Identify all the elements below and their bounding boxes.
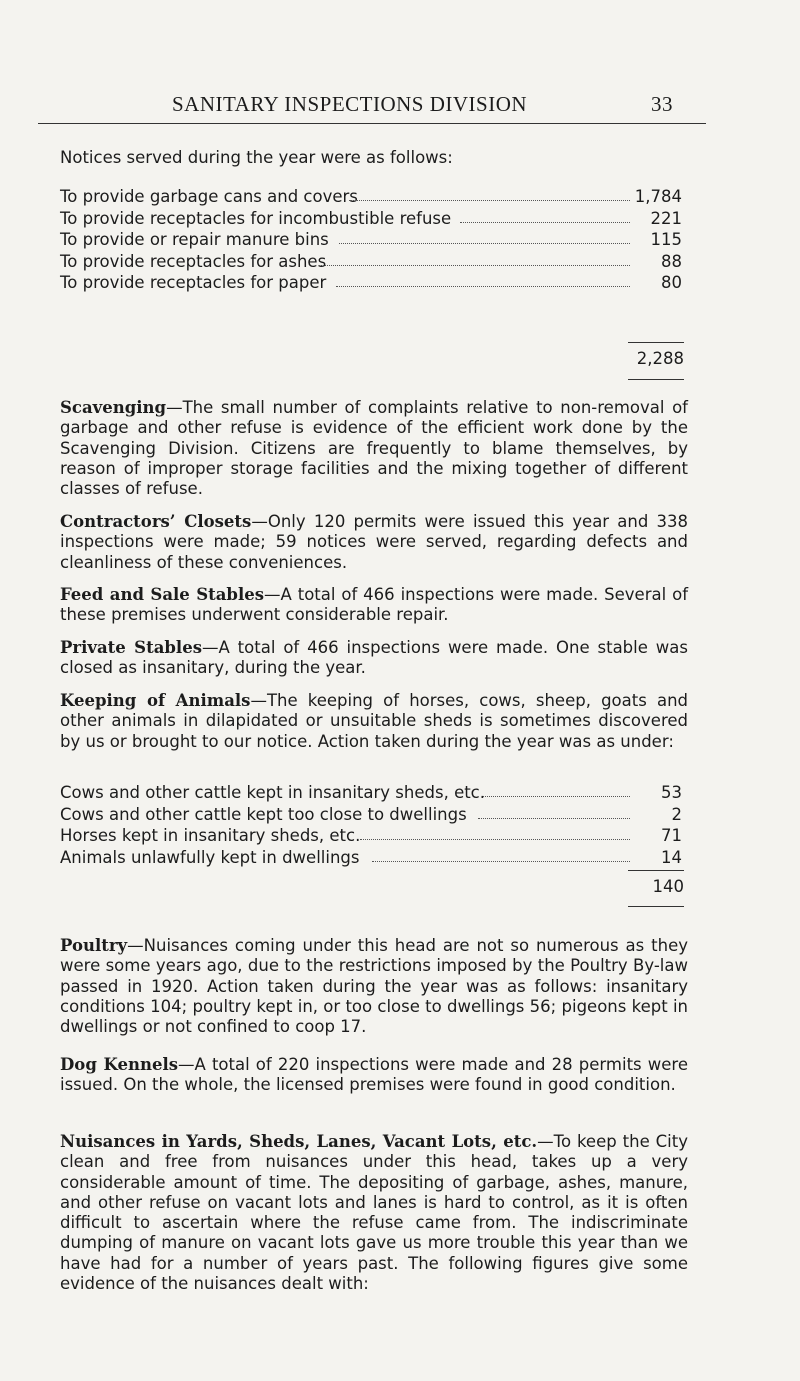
notices-intro: Notices served during the year were as follows: [60, 148, 453, 167]
row-value: 14 [661, 847, 682, 867]
leader-dots [360, 839, 630, 840]
page-title: SANITARY INSPECTIONS DIVISION [172, 92, 528, 116]
row-value: 53 [661, 783, 682, 802]
running-header [0, 92, 800, 122]
row-label: Cows and other cattle kept in insanitary sheds, etc. [60, 783, 486, 802]
leader-dots [460, 222, 630, 223]
leader-dots [321, 265, 630, 266]
paragraph-text: —Nuisances coming under this head are not so numerous as they were some years ago, due to the restrictions imposed by the Poultry By-law passed in 1920. Action taken during the year was as follows: insanitary conditions 104; poultry kept in, or too close to dwellings 56; pigeons kept in dwellings or not confined to coop 17. [60, 936, 688, 1037]
paragraph-nuisances [60, 1132, 688, 1294]
row-label: Cows and other cattle kept too close to dwellings [60, 804, 467, 824]
table-row [60, 230, 688, 252]
leader-dots [336, 286, 630, 287]
paragraph-contractors-closets [60, 512, 688, 573]
paragraph-private-stables [60, 638, 688, 679]
row-value: 2 [671, 804, 682, 824]
total-rule [628, 379, 684, 380]
table-row [60, 209, 688, 231]
paragraph-heading: Contractors’ Closets [60, 512, 252, 531]
paragraph-keeping-animals [60, 691, 688, 752]
table-row [60, 826, 688, 848]
paragraph-text: —The small number of complaints relative to non-removal of garbage and other refuse is evidence of the efficient work done by the Scavenging Division. Citizens are frequently to blame themselves, by reason of improper storage facilities and the mixing together of different classes of refuse. [60, 398, 688, 499]
row-label: Horses kept in insanitary sheds, etc. [60, 826, 361, 845]
row-value: 71 [661, 826, 682, 845]
table-row [60, 848, 688, 870]
paragraph-heading: Keeping of Animals [60, 691, 251, 710]
animals-table [60, 783, 688, 869]
paragraph-text: —To keep the City clean and free from nuisances under this head, takes up a very considerable amount of time. The depositing of garbage, ashes, manure, and other refuse on vacant lots and lanes is hard to control, as it is often difficult to ascertain where the refuse came from. The indiscriminate dumping of manure on vacant lots gave us more trouble this year than we have had for a number of years past. The following figures give some evidence of the nuisances dealt with: [60, 1132, 688, 1294]
row-label: To provide receptacles for incombustible refuse [60, 208, 452, 228]
paragraph-heading: Poultry [60, 936, 128, 955]
paragraph-text: —The keeping of horses, cows, sheep, goats and other animals in dilapidated or unsuitable sheds is sometimes discovered by us or brought to our notice. Action taken during the year was as under: [60, 691, 688, 751]
row-value: 1,784 [634, 187, 682, 206]
row-value: 221 [650, 208, 682, 228]
paragraph-scavenging [60, 398, 688, 499]
header-rule [38, 123, 706, 124]
leader-dots [372, 861, 630, 862]
total-rule [628, 906, 684, 907]
paragraph-dog-kennels [60, 1055, 688, 1096]
table-row [60, 273, 688, 295]
leader-dots [483, 796, 630, 797]
paragraph-text: —Only 120 permits were issued this year and 338 inspections were made; 59 notices were served, regarding defects and cleanliness of these conveniences. [60, 512, 689, 572]
paragraph-heading: Private Stables [60, 638, 202, 657]
row-value: 88 [661, 251, 682, 271]
leader-dots [339, 243, 630, 244]
row-value: 115 [650, 230, 682, 249]
row-label: To provide receptacles for ashes [60, 251, 327, 271]
total-rule [628, 870, 684, 871]
paragraph-heading: Dog Kennels [60, 1055, 179, 1074]
paragraph-heading: Feed and Sale Stables [60, 585, 265, 604]
total-rule [628, 342, 684, 343]
row-label: To provide garbage cans and covers [60, 187, 358, 206]
paragraph-feed-sale-stables [60, 585, 688, 626]
paragraph-text: —A total of 220 inspections were made and 28 permits were issued. On the whole, the licensed premises were found in good condition. [60, 1055, 688, 1095]
table-row [60, 783, 688, 805]
notices-table [60, 187, 688, 295]
leader-dots [478, 818, 630, 819]
animals-total: 140 [652, 877, 684, 896]
leader-dots [349, 200, 630, 201]
page-number: 33 [651, 92, 673, 116]
notices-total: 2,288 [636, 349, 684, 368]
paragraph-heading: Nuisances in Yards, Sheds, Lanes, Vacant Lots, etc. [60, 1132, 538, 1151]
paragraph-text: —A total of 466 inspections were made. Several of these premises underwent considerable repair. [60, 585, 688, 625]
row-label: To provide or repair manure bins [60, 230, 329, 249]
paragraph-text: —A total of 466 inspections were made. One stable was closed as insanitary, during the year. [60, 638, 688, 678]
row-label: Animals unlawfully kept in dwellings [60, 847, 360, 867]
row-label: To provide receptacles for paper [60, 273, 327, 292]
paragraph-heading: Scavenging [60, 398, 167, 417]
row-value: 80 [661, 273, 682, 292]
table-row [60, 805, 688, 827]
paragraph-poultry [60, 936, 688, 1037]
table-row [60, 187, 688, 209]
table-row [60, 252, 688, 274]
